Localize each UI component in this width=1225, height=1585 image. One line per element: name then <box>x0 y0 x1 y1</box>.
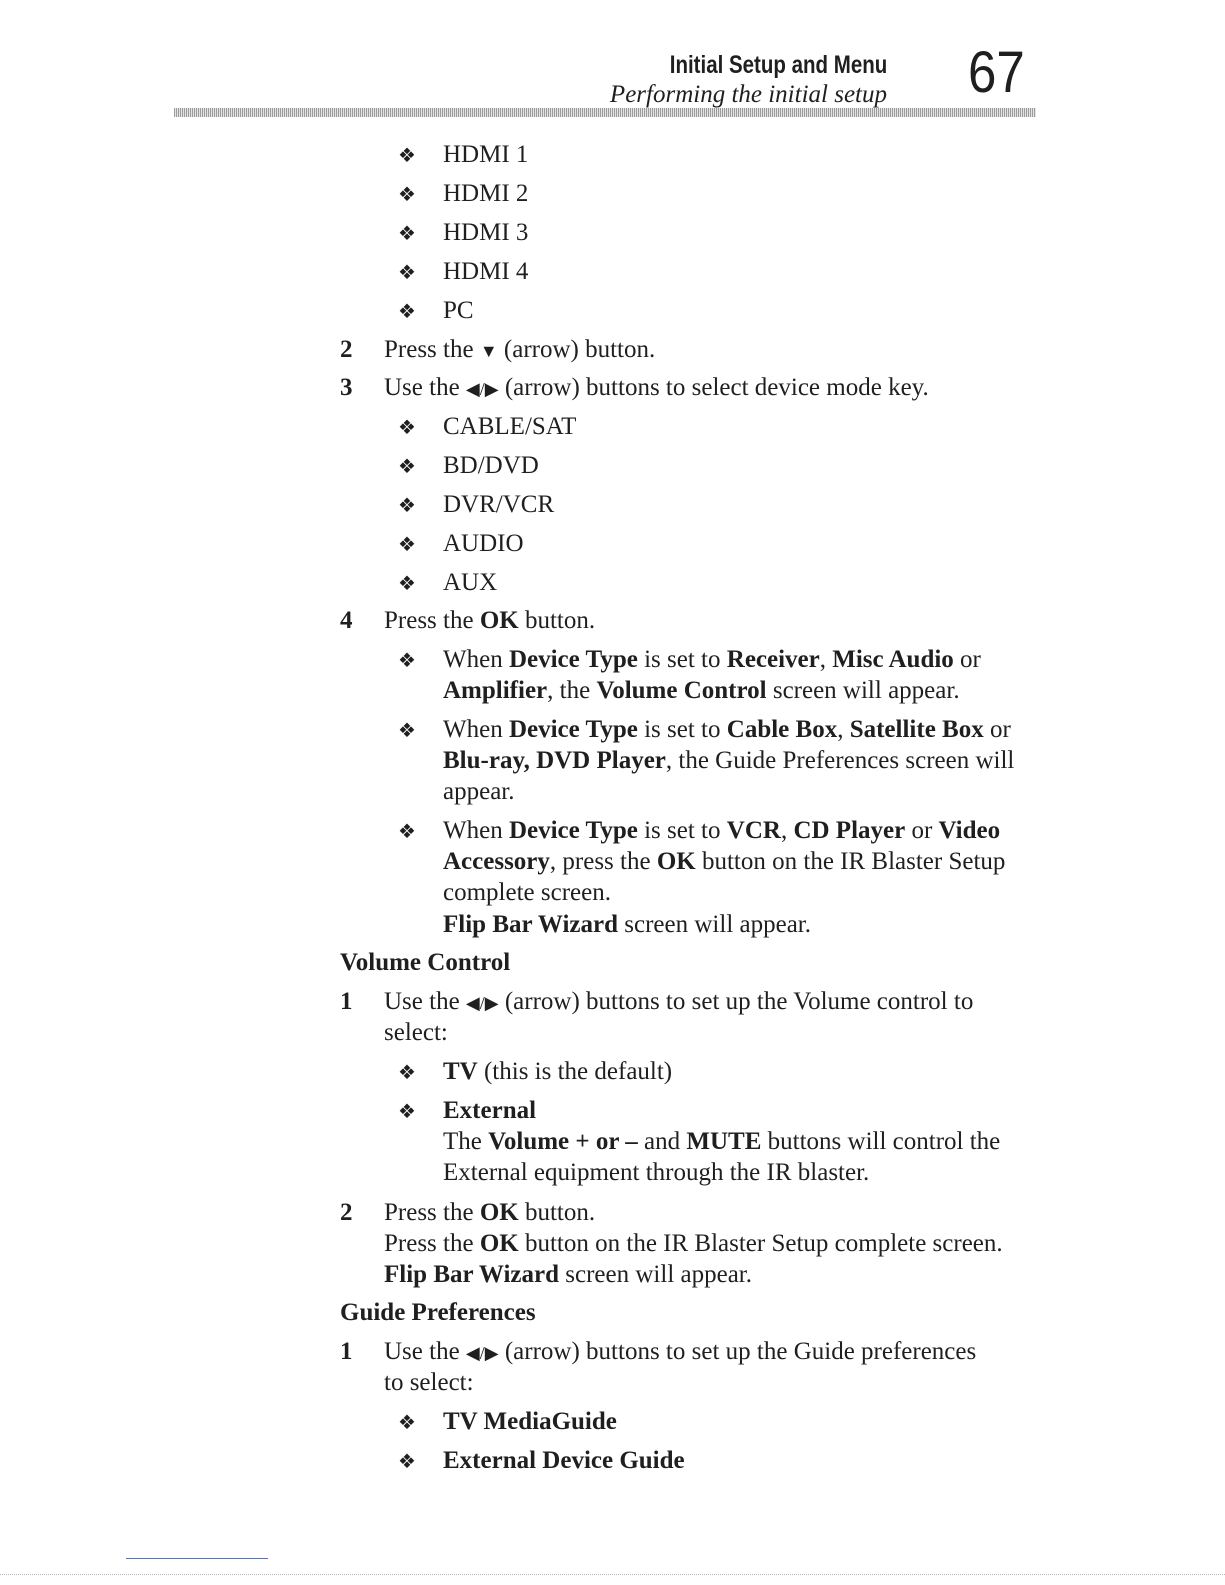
text-part: is set to <box>637 716 727 743</box>
list-item: DVR/VCR <box>443 491 555 518</box>
bullet-icon: ❖ <box>398 720 416 742</box>
list-item: HDMI 2 <box>443 180 529 207</box>
ok-term: OK <box>479 1230 519 1257</box>
step-text-part: Use the <box>384 988 466 1015</box>
list-item: HDMI 3 <box>443 219 529 246</box>
text-part: , the Guide Preferences screen will <box>665 747 1015 774</box>
bullet-icon: ❖ <box>398 145 416 167</box>
step-text <box>384 1228 1003 1259</box>
left-right-arrow-icon: ◀/▶ <box>465 379 499 399</box>
text-part: When <box>443 817 509 844</box>
term: Cable Box <box>726 716 838 743</box>
term: Volume + or – <box>488 1128 638 1155</box>
bullet-icon: ❖ <box>398 456 416 478</box>
bullet-icon: ❖ <box>398 301 416 323</box>
step-text <box>384 605 595 636</box>
page-number: 67 <box>968 40 1025 105</box>
list-item: HDMI 1 <box>443 141 529 168</box>
list-item: PC <box>443 297 474 324</box>
step-number: 2 <box>340 1199 353 1226</box>
footer-link-line <box>126 1558 268 1559</box>
option-item: External Device Guide <box>443 1447 685 1474</box>
term: Device Type <box>508 716 638 743</box>
step-text-part: (arrow) buttons to set up the Volume control to <box>498 988 974 1015</box>
bullet-icon: ❖ <box>398 650 416 672</box>
option-item <box>443 1056 672 1087</box>
list-item: AUDIO <box>443 530 524 557</box>
text-part: or <box>953 646 981 673</box>
term: CD Player <box>793 817 906 844</box>
term: Accessory <box>443 848 550 875</box>
step-text <box>384 1197 595 1228</box>
term: Flip Bar Wizard <box>443 911 619 938</box>
step-text-part: (arrow) buttons to set up the Guide preferences <box>498 1338 977 1365</box>
step-text-part: Press the <box>384 607 480 634</box>
term: Device Type <box>508 646 638 673</box>
text-part: or <box>983 716 1011 743</box>
bullet-icon: ❖ <box>398 495 416 517</box>
step-text-part: Press the <box>384 1230 480 1257</box>
bullet-text: complete screen. <box>443 879 611 906</box>
term: External <box>443 1097 537 1124</box>
text-part: , press the <box>549 848 657 875</box>
bullet-icon: ❖ <box>398 417 416 439</box>
step-text <box>384 1336 976 1369</box>
bullet-text <box>443 745 1014 776</box>
text-part: screen will appear. <box>766 677 960 704</box>
text-part: When <box>443 716 509 743</box>
text-part: , the <box>547 677 597 704</box>
step-text-part: button. <box>518 607 596 634</box>
term: Device Type <box>508 817 638 844</box>
text-part: and <box>637 1128 687 1155</box>
text-part: buttons will control the <box>761 1128 1001 1155</box>
term: Video <box>938 817 1001 844</box>
header-rule <box>174 108 1036 117</box>
text-part: When <box>443 646 509 673</box>
list-item: BD/DVD <box>443 452 539 479</box>
section-subtitle: Performing the initial setup <box>609 81 887 108</box>
left-right-arrow-icon: ◀/▶ <box>465 993 499 1013</box>
text-part: is set to <box>637 817 727 844</box>
term: Volume Control <box>596 677 767 704</box>
option-item <box>443 1095 536 1126</box>
term: Receiver <box>726 646 820 673</box>
bullet-text <box>443 675 960 706</box>
step-text-part: Use the <box>384 1338 466 1365</box>
chapter-title: Initial Setup and Menu <box>669 51 887 79</box>
option-description: External equipment through the IR blaster. <box>443 1159 870 1186</box>
bullet-icon: ❖ <box>398 1101 416 1123</box>
step-text <box>384 372 929 405</box>
step-text-part: screen will appear. <box>559 1261 752 1288</box>
list-item: AUX <box>443 569 498 596</box>
ok-term: OK <box>479 1199 519 1226</box>
step-text-part: Use the <box>384 374 466 401</box>
step-text-part: Press the <box>384 1199 480 1226</box>
option-description <box>443 1126 1000 1157</box>
step-number: 2 <box>340 336 353 363</box>
bullet-icon: ❖ <box>398 534 416 556</box>
step-text <box>384 334 655 367</box>
step-text-part: button on the IR Blaster Setup complete screen. <box>518 1230 1003 1257</box>
list-item: CABLE/SAT <box>443 413 577 440</box>
bullet-icon: ❖ <box>398 223 416 245</box>
term: VCR <box>726 817 781 844</box>
term: Flip Bar Wizard <box>384 1261 560 1288</box>
bullet-icon: ❖ <box>398 821 416 843</box>
bullet-icon: ❖ <box>398 1451 416 1473</box>
step-text: to select: <box>384 1369 474 1396</box>
step-text-part: (arrow) buttons to select device mode key. <box>498 374 929 401</box>
term: Satellite Box <box>849 716 984 743</box>
bullet-icon: ❖ <box>398 1062 416 1084</box>
bullet-icon: ❖ <box>398 1412 416 1434</box>
step-number: 4 <box>340 607 353 634</box>
bullet-icon: ❖ <box>398 184 416 206</box>
bullet-text: appear. <box>443 778 515 805</box>
text-part: screen will appear. <box>618 911 811 938</box>
text-part: The <box>443 1128 489 1155</box>
section-heading-guide-preferences: Guide Preferences <box>340 1299 536 1326</box>
text-part: is set to <box>637 646 727 673</box>
term: Misc Audio <box>832 646 954 673</box>
term: MUTE <box>686 1128 762 1155</box>
text-part: , <box>819 646 833 673</box>
ok-term: OK <box>479 607 519 634</box>
section-heading-volume-control: Volume Control <box>340 949 511 976</box>
step-text <box>384 1259 752 1290</box>
step-text <box>384 986 973 1019</box>
left-right-arrow-icon: ◀/▶ <box>465 1343 499 1363</box>
text-part: , <box>780 817 794 844</box>
term: TV <box>443 1058 478 1085</box>
text-part: or <box>905 817 939 844</box>
step-text-part: Press the <box>384 336 480 363</box>
term: Blu-ray, DVD Player <box>443 747 666 774</box>
text-part: button on the IR Blaster Setup <box>695 848 1006 875</box>
bullet-icon: ❖ <box>398 262 416 284</box>
step-number: 3 <box>340 374 353 401</box>
bullet-text <box>443 815 1000 846</box>
term: Amplifier <box>443 677 548 704</box>
step-text: select: <box>384 1019 448 1046</box>
footer-dotted-line <box>0 1574 1225 1575</box>
ok-term: OK <box>656 848 696 875</box>
option-item: TV MediaGuide <box>443 1408 617 1435</box>
bullet-text <box>443 909 811 940</box>
step-number: 1 <box>340 988 353 1015</box>
bullet-text <box>443 714 1011 745</box>
bullet-text <box>443 644 981 675</box>
text-part: , <box>837 716 850 743</box>
bullet-text <box>443 846 1005 877</box>
text-part: (this is the default) <box>477 1058 673 1085</box>
step-text-part: button. <box>518 1199 596 1226</box>
step-number: 1 <box>340 1338 353 1365</box>
list-item: HDMI 4 <box>443 258 529 285</box>
down-arrow-icon: ▼ <box>479 341 498 361</box>
step-text-part: (arrow) button. <box>497 336 656 363</box>
bullet-icon: ❖ <box>398 573 416 595</box>
